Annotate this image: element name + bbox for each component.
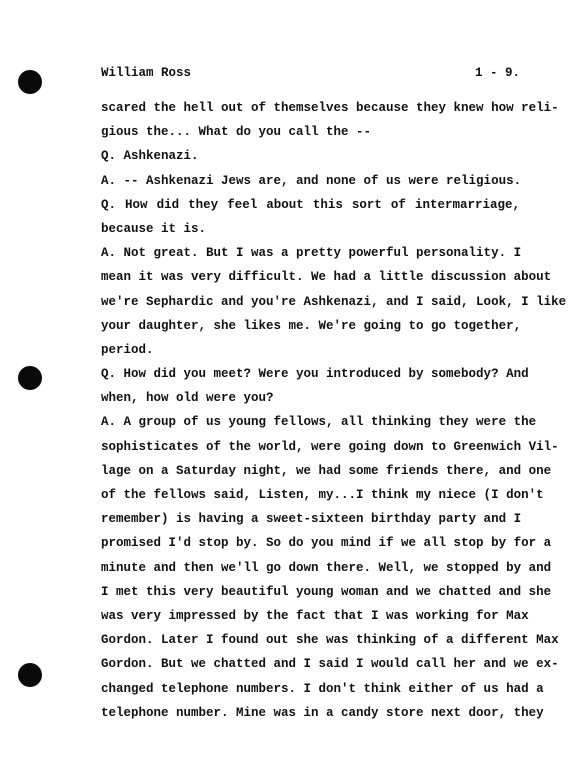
transcript-body [101,96,567,725]
transcript-line: we're Sephardic and you're Ashkenazi, and I said, Look, I like [101,294,567,309]
transcript-line: Q. How did you meet? Were you introduced by somebody? And [101,367,529,382]
transcript-line: scared the hell out of themselves because they knew how reli- [101,101,559,115]
transcript-line: when, how old were you? [101,391,274,406]
transcript-line: A. Not great. But I was a pretty powerful personality. I [101,246,522,261]
transcript-line: of the fellows said, Listen, my...I think my niece (I don't [101,488,544,502]
transcript-line: gious the... What do you call the -- [101,125,372,140]
transcript-line: Gordon. Later I found out she was thinking of a different Max [101,633,559,648]
transcript-line: changed telephone numbers. I don't think either of us had a [101,681,544,696]
interviewee-name: William Ross [101,66,192,80]
transcript-line: A. A group of us young fellows, all thinking they were the [101,415,537,430]
transcript-line: I met this very beautiful young woman and we chatted and she [101,584,552,599]
transcript-line: period. [101,342,154,357]
transcript-line: mean it was very difficult. We had a little discussion about [101,270,552,285]
page-number: 1 - 9. [474,66,520,80]
transcript-line: lage on a Saturday night, we had some friends there, and one [101,463,552,478]
binder-hole-bottom [18,663,42,687]
transcript-line: because it is. [101,221,207,236]
transcript-line: promised I'd stop by. So do you mind if we all stop by for a [101,536,552,551]
transcript-line: remember) is having a sweet-sixteen birthday party and I [101,512,522,527]
transcript-line: A. -- Ashkenazi Jews are, and none of us were religious. [101,173,522,188]
binder-hole-top [18,70,42,94]
binder-hole-middle [18,366,42,390]
transcript-line: your daughter, she likes me. We're going to go together, [101,318,522,333]
transcript-line: Q. Ashkenazi. [101,149,199,164]
transcript-line: Gordon. But we chatted and I said I would call her and we ex- [101,657,559,672]
transcript-line: Q. How did they feel about this sort of intermarriage, [101,197,520,212]
transcript-line: was very impressed by the fact that I was working for Max [101,608,529,623]
transcript-line: minute and then we'll go down there. Well, we stopped by and [101,560,552,575]
transcript-line: sophisticates of the world, were going down to Greenwich Vil- [101,439,559,454]
transcript-line: telephone number. Mine was in a candy store next door, they [101,705,544,720]
